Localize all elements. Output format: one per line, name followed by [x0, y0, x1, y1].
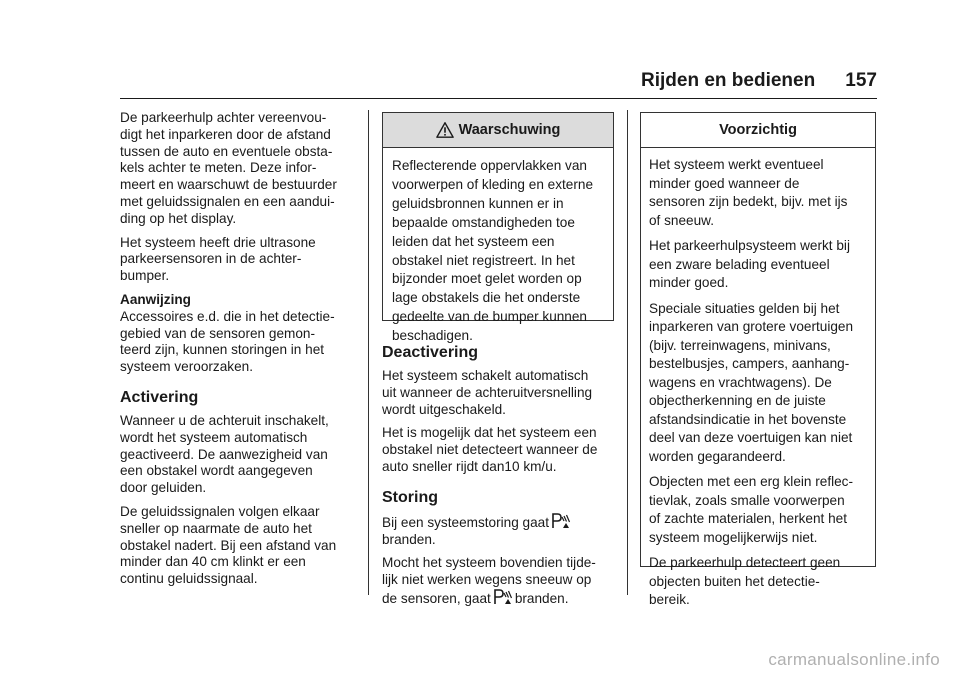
caution-paragraph: [649, 300, 867, 467]
text-line: Het parkeerhulpsysteem werkt bij: [649, 238, 850, 253]
text-line: door geluiden.: [120, 480, 207, 496]
text-line: wagens en vrachtwagens). De: [649, 374, 832, 390]
text-line: objecten buiten het detectie-: [649, 573, 820, 589]
text-line: uit wanneer de achteruitversnelling: [382, 384, 593, 400]
text-line: auto sneller rijdt dan10 km/u.: [382, 458, 557, 474]
text-line: digt het inparkeren door de afstand: [120, 126, 331, 142]
text-line: een obstakel wordt aangegeven: [120, 463, 313, 479]
column-divider: [627, 110, 628, 595]
text-line: De geluidssignalen volgen elkaar: [120, 503, 320, 519]
warning-title: Waarschuwing: [458, 121, 561, 138]
text-line: leiden dat het systeem een: [392, 233, 555, 249]
text-line: inparkeren van grotere voertuigen: [649, 319, 854, 334]
text-line: Het systeem schakelt automatisch: [382, 368, 589, 383]
text-line: meert en waarschuwt de bestuurder: [120, 177, 337, 193]
text-line: systeem veroorzaken.: [120, 359, 253, 375]
signals-paragraph: [120, 504, 356, 588]
text-line: objectherkenning en de juiste: [649, 393, 826, 408]
text-line: Accessoires e.d. die in het detectie-: [120, 308, 335, 324]
text-line: bepaalde omstandigheden toe: [392, 214, 575, 230]
text-line: sneller op naarmate de auto het: [120, 520, 312, 536]
text-line: worden gegarandeerd.: [649, 448, 786, 464]
column-divider: [368, 110, 369, 595]
text-line: continu geluidssignaal.: [120, 571, 258, 587]
text-line: bijzonder moet gelet worden op: [392, 271, 582, 287]
text-line: teerd zijn, kunnen storingen in het: [120, 342, 325, 358]
text-line: bereik.: [649, 592, 690, 607]
text-line: (bijv. terreinwagens, minivans,: [649, 337, 831, 353]
text-line: ding op het display.: [120, 210, 237, 226]
text-line: obstakel niet registreert. In het: [392, 252, 575, 268]
text-line: bestelbusjes, campers, aanhang-: [649, 356, 850, 371]
deactivation-heading: Deactivering: [382, 344, 479, 361]
warning-header: [383, 113, 613, 148]
text-line: Wanneer u de achteruit inschakelt,: [120, 412, 329, 428]
text-line: Reflecterende oppervlakken van: [392, 158, 587, 173]
text-line: gedeelte van de bumper kunnen: [392, 309, 587, 325]
activation-paragraph: [120, 413, 356, 497]
column-2: [382, 110, 614, 615]
caution-header: Voorzichtig: [641, 113, 875, 148]
text-line: Het systeem heeft drie ultrasone: [120, 234, 316, 250]
text-line: De parkeerhulp achter vereenvou-: [120, 110, 327, 125]
column-1: [120, 110, 356, 595]
text-line: geactiveerd. De aanwezigheid van: [120, 446, 328, 462]
park-assist-symbol-icon: [493, 589, 513, 605]
text-line: of zachte materialen, herkent het: [649, 511, 847, 526]
note-paragraph: [120, 309, 356, 376]
text-line: Het is mogelijk dat het systeem een: [382, 425, 597, 441]
text-line: obstakel niet detecteert wanneer de: [382, 442, 598, 458]
caution-box: [640, 112, 876, 607]
column-3: [640, 110, 876, 607]
text-line: een zware belading eventueel: [649, 256, 830, 272]
text-line: gebied van de sensoren gemon-: [120, 325, 315, 341]
activation-heading: Activering: [120, 388, 199, 406]
text-line: Het systeem werkt eventueel: [649, 157, 824, 172]
text-line: parkeersensoren in de achter-: [120, 251, 302, 267]
caution-paragraph: [649, 554, 867, 610]
fault-heading: Storing: [382, 488, 438, 506]
caution-paragraph: [649, 237, 867, 293]
text-line: bumper.: [120, 268, 170, 284]
sensors-paragraph: [120, 235, 356, 285]
caution-paragraph: [649, 473, 867, 547]
text-line: minder goed wanneer de: [649, 175, 800, 191]
page-number: 157: [845, 70, 877, 91]
section-title: Rijden en bedienen: [641, 70, 816, 91]
text-line: lage obstakels die het onderste: [392, 290, 581, 306]
text-line: geluidsbronnen kunnen er in: [392, 195, 564, 211]
text-line: met geluidssignalen en een aandui-: [120, 193, 335, 209]
caution-text: [641, 148, 875, 610]
speed-paragraph: [382, 425, 614, 475]
fault-paragraph: Bij een systeemstoring gaat branden.: [382, 513, 614, 549]
text-line: minder goed.: [649, 275, 729, 290]
text-line: systeem mogelijkerwijs niet.: [649, 529, 818, 545]
note-label: Aanwijzing: [120, 291, 191, 307]
text-line: tievlak, zoals smalle voorwerpen: [649, 492, 845, 508]
caution-paragraph: [649, 156, 867, 230]
text-line: De parkeerhulp detecteert geen: [649, 555, 841, 570]
park-assist-symbol-icon: [551, 513, 571, 529]
intro-paragraph: [120, 110, 356, 228]
text-line: afstandsindicatie in het bovenste: [649, 411, 847, 427]
text-line: Speciale situaties gelden bij het: [649, 300, 840, 316]
text-line: tussen de auto en eventuele obsta-: [120, 143, 333, 159]
text-line: of sneeuw.: [649, 212, 714, 228]
text-line: sensoren zijn bedekt, bijv. met ijs: [649, 194, 848, 209]
text-line: wordt uitgeschakeld.: [382, 401, 506, 417]
watermark: carmanualsonline.info: [768, 650, 940, 669]
text-line: obstakel nadert. Bij een afstand van: [120, 537, 337, 553]
warning-box: [382, 112, 614, 344]
text-line: kels achter te meten. Deze infor-: [120, 160, 317, 176]
text-line: wordt het systeem automatisch: [120, 429, 308, 445]
text-line: Objecten met een erg klein reflec-: [649, 474, 854, 489]
warning-text: [383, 148, 613, 346]
deactivation-paragraph: [382, 368, 614, 418]
text-line: beschadigen.: [392, 328, 473, 344]
warning-triangle-icon: [436, 121, 454, 139]
text-line: voorwerpen of kleding en externe: [392, 176, 594, 192]
text-line: minder dan 40 cm klinkt er een: [120, 554, 306, 570]
text-line: deel van deze voertuigen kan niet: [649, 430, 853, 445]
snow-paragraph: Mocht het systeem bovendien tijde- lijk niet werken wegens sneeuw op de sensoren, gaat branden.: [382, 555, 596, 606]
header-rule: [120, 98, 877, 99]
